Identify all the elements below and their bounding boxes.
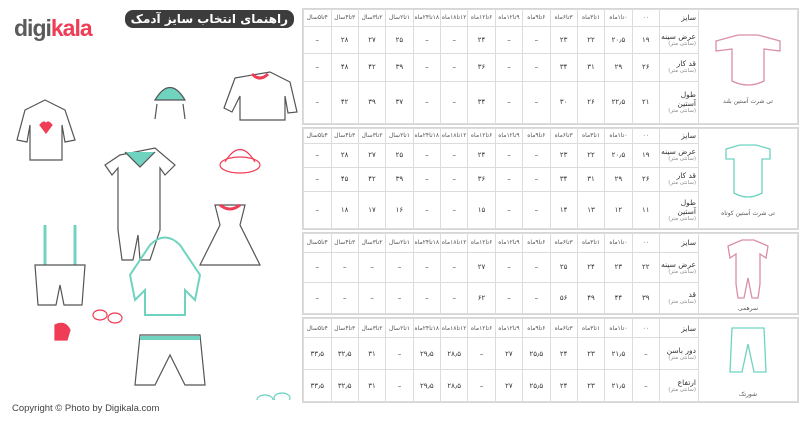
table-cell: –: [413, 54, 440, 81]
table-cell: –: [523, 283, 550, 314]
column-header: ۱۲تا۱۸ماه: [441, 10, 468, 27]
table-cell: ۱۶: [386, 191, 413, 228]
table-cell: –: [304, 191, 332, 228]
table-cell: –: [523, 54, 550, 81]
table-cell: ۳۴: [550, 54, 577, 81]
column-header: ۱تا۳ماه: [577, 10, 604, 27]
row-label-cell: [660, 81, 699, 124]
unit-note: (سانتی متر): [668, 386, 696, 393]
table-cell: ۲۱٫۵: [605, 338, 632, 370]
column-header: ۳تا۴سال: [331, 129, 358, 144]
table-cell: –: [468, 338, 495, 370]
table-cell: ۲۹: [605, 167, 632, 191]
jacket-icon: [224, 72, 297, 120]
table-cell: –: [523, 191, 550, 228]
table-cell: ۳۰: [550, 81, 577, 124]
column-header: ۶تا۹ماه: [523, 234, 550, 253]
column-header: ۴تا۵سال: [304, 319, 332, 338]
column-header: سایز: [660, 234, 699, 253]
table-cell: ۶۲: [468, 283, 495, 314]
table-cell: ۴۹: [577, 283, 604, 314]
table-cell: ۲۴: [468, 143, 495, 167]
garment-label: تی شرت آستین بلند: [723, 97, 773, 105]
unit-note: (سانتی متر): [668, 41, 696, 47]
table-cell: ۲۵: [386, 26, 413, 53]
column-header: ۶تا۱۲ماه: [468, 234, 495, 253]
table-cell: –: [413, 81, 440, 124]
table-cell: ۲۲: [577, 26, 604, 53]
table-cell: –: [441, 26, 468, 53]
table-cell: –: [304, 252, 332, 283]
table-cell: ۲۹٫۵: [413, 338, 440, 370]
table-cell: ۲۸٫۵: [441, 338, 468, 370]
table-cell: –: [523, 26, 550, 53]
table-cell: ۳۱: [358, 370, 385, 402]
column-header: ۱۸تا۲۴ماه: [413, 129, 440, 144]
column-header: ۲تا۳سال: [358, 10, 385, 27]
table-cell: –: [413, 252, 440, 283]
romper-icon: [708, 236, 788, 300]
table-cell: ۲۳: [550, 143, 577, 167]
table-cell: ۲۹٫۵: [413, 370, 440, 402]
column-header: ۰تا۱ماه: [605, 319, 632, 338]
table-cell: –: [495, 191, 522, 228]
table-cell: –: [441, 191, 468, 228]
table-cell: –: [441, 54, 468, 81]
table-cell: –: [331, 283, 358, 314]
column-header: ۲تا۳سال: [358, 129, 385, 144]
column-header: ۹تا۱۲ماه: [495, 129, 522, 144]
mitten-icon: [55, 323, 70, 340]
table-cell: ۲۴: [468, 26, 495, 53]
table-cell: –: [495, 167, 522, 191]
table-cell: ۲۷: [495, 370, 522, 402]
row-label-cell: [660, 26, 699, 53]
table-cell: –: [523, 167, 550, 191]
table-cell: –: [358, 283, 385, 314]
table-cell: –: [441, 143, 468, 167]
table-cell: ۲۱٫۵: [605, 370, 632, 402]
table-cell: ۲۳: [577, 370, 604, 402]
column-header: ۶تا۹ماه: [523, 319, 550, 338]
column-header: ۱۲تا۱۸ماه: [441, 319, 468, 338]
row-label: طول آستین: [677, 197, 696, 216]
garment-label: شورتک: [738, 391, 758, 398]
copyright-footer: Copyright © Photo by Digikala.com: [12, 403, 160, 414]
table-cell: –: [523, 252, 550, 283]
table-cell: –: [441, 81, 468, 124]
table-cell: –: [304, 54, 332, 81]
column-header: ۰۰: [632, 319, 659, 338]
table-cell: –: [495, 26, 522, 53]
column-header: سایز: [660, 319, 699, 338]
row-label-cell: [660, 283, 699, 314]
table-cell: ۳۹: [358, 81, 385, 124]
column-header: ۹تا۱۲ماه: [495, 234, 522, 253]
table-cell: –: [632, 338, 659, 370]
column-header: ۱تا۳ماه: [577, 234, 604, 253]
column-header: سایز: [660, 129, 699, 144]
table-cell: ۱۳: [577, 191, 604, 228]
column-header: ۰تا۱ماه: [605, 129, 632, 144]
table-cell: –: [386, 283, 413, 314]
table-cell: –: [441, 252, 468, 283]
table-cell: ۳۱: [577, 54, 604, 81]
row-label-cell: [660, 54, 699, 81]
table-cell: ۲۴: [550, 338, 577, 370]
table-cell: ۳۹: [632, 283, 659, 314]
table-cell: ۳۳٫۵: [304, 338, 332, 370]
table-cell: –: [413, 283, 440, 314]
row-label-cell: [660, 370, 699, 402]
column-header: ۱۲تا۱۸ماه: [441, 129, 468, 144]
table-cell: –: [495, 81, 522, 124]
garment-cell: [699, 129, 798, 229]
column-header: ۰۰: [632, 129, 659, 144]
table-cell: ۲۴: [550, 370, 577, 402]
table-cell: –: [304, 143, 332, 167]
shoes-icon: [257, 393, 290, 400]
table-cell: ۳۲٫۵: [331, 338, 358, 370]
table-cell: –: [304, 81, 332, 124]
booties-icon: [93, 310, 122, 323]
column-header: ۹تا۱۲ماه: [495, 10, 522, 27]
garment-cell: [699, 10, 798, 124]
column-header: ۱تا۳ماه: [577, 319, 604, 338]
size-table-short-sleeve-tshirt: [302, 127, 799, 230]
overalls-icon: [35, 225, 85, 305]
column-header: ۱تا۳ماه: [577, 129, 604, 144]
table-cell: ۲۴: [577, 252, 604, 283]
table-cell: ۲۲٫۵: [605, 81, 632, 124]
column-header: ۶تا۹ماه: [523, 10, 550, 27]
table-cell: ۳۷: [386, 81, 413, 124]
table-cell: ۲۸٫۵: [441, 370, 468, 402]
header-row: [304, 319, 798, 338]
column-header: ۶تا۱۲ماه: [468, 129, 495, 144]
table-cell: ۳۴: [468, 81, 495, 124]
column-header: ۱۲تا۱۸ماه: [441, 234, 468, 253]
hat-icon: [155, 88, 185, 120]
row-label: دور باسن: [666, 345, 696, 355]
table-cell: –: [495, 143, 522, 167]
table-cell: ۲۵: [550, 252, 577, 283]
logo-text-digi: digi: [14, 15, 51, 41]
table-cell: –: [468, 370, 495, 402]
table-cell: ۲۸: [331, 143, 358, 167]
column-header: ۴تا۵سال: [304, 234, 332, 253]
sun-hat-icon: [220, 150, 260, 174]
row-label-cell: [660, 143, 699, 167]
column-header: ۶تا۱۲ماه: [468, 319, 495, 338]
table-cell: –: [304, 26, 332, 53]
table-cell: ۲۹: [605, 54, 632, 81]
table-cell: ۲۰٫۵: [605, 143, 632, 167]
table-cell: ۲۶: [632, 54, 659, 81]
logo-text-kala: kala: [50, 15, 92, 41]
table-cell: ۲۳: [605, 252, 632, 283]
table-cell: –: [495, 54, 522, 81]
size-table-long-sleeve-tshirt: [302, 8, 799, 125]
table-cell: ۳۱: [358, 338, 385, 370]
column-header: ۳تا۴سال: [331, 319, 358, 338]
table-cell: ۳۳٫۵: [304, 370, 332, 402]
shorts-icon: [708, 322, 788, 386]
digikala-logo[interactable]: [14, 15, 92, 42]
table-cell: ۴۲: [358, 167, 385, 191]
table-cell: –: [495, 283, 522, 314]
column-header: ۶تا۹ماه: [523, 129, 550, 144]
table-cell: ۲۷: [495, 338, 522, 370]
column-header: ۲تا۳سال: [358, 319, 385, 338]
table-cell: ۲۰٫۵: [605, 26, 632, 53]
table-cell: –: [386, 338, 413, 370]
table-cell: –: [386, 252, 413, 283]
table-cell: ۲۷: [358, 26, 385, 53]
page-title: راهنمای انتخاب سایز آدمک: [125, 10, 294, 28]
table-cell: ۱۲: [605, 191, 632, 228]
column-header: سایز: [660, 10, 699, 27]
column-header: ۱۸تا۲۴ماه: [413, 234, 440, 253]
table-cell: –: [304, 167, 332, 191]
column-header: ۱تا۲سال: [386, 129, 413, 144]
table-cell: –: [304, 283, 332, 314]
table-cell: ۲۳: [577, 338, 604, 370]
table-cell: ۲۷: [358, 143, 385, 167]
header-row: [304, 234, 798, 253]
table-cell: ۲۷: [468, 252, 495, 283]
table-cell: –: [441, 167, 468, 191]
column-header: ۳تا۶ماه: [550, 319, 577, 338]
header-row: [304, 129, 798, 144]
row-label: قد کار: [676, 59, 696, 69]
column-header: ۱۸تا۲۴ماه: [413, 10, 440, 27]
unit-note: (سانتی متر): [668, 268, 696, 275]
table-cell: –: [331, 252, 358, 283]
unit-note: (سانتی متر): [668, 156, 696, 163]
table-cell: –: [632, 370, 659, 402]
table-cell: ۲۱: [632, 81, 659, 124]
table-cell: ۳۴: [550, 167, 577, 191]
long-sleeve-tshirt-icon: [708, 29, 788, 93]
table-cell: ۲۸: [331, 26, 358, 53]
table-cell: ۲۳: [550, 26, 577, 53]
table-cell: ۲۲: [577, 143, 604, 167]
size-table-romper: [302, 232, 799, 315]
size-table-shorts: [302, 317, 799, 403]
column-header: ۰تا۱ماه: [605, 234, 632, 253]
table-cell: –: [413, 167, 440, 191]
table-cell: –: [495, 252, 522, 283]
pants-icon: [135, 335, 205, 385]
row-label: عرض سینه: [661, 147, 696, 157]
baby-clothes-illustration: [0, 50, 300, 400]
table-cell: –: [386, 370, 413, 402]
table-cell: ۴۸: [331, 54, 358, 81]
table-cell: –: [413, 191, 440, 228]
unit-note: (سانتی متر): [668, 107, 696, 114]
row-label: عرض سینه: [661, 32, 696, 41]
table-cell: ۲۶: [632, 167, 659, 191]
table-cell: –: [413, 143, 440, 167]
sailor-romper-icon: [105, 148, 175, 260]
column-header: ۹تا۱۲ماه: [495, 319, 522, 338]
table-cell: ۱۴: [550, 191, 577, 228]
column-header: ۱تا۲سال: [386, 10, 413, 27]
garment-cell: [699, 319, 798, 402]
column-header: ۰تا۱ماه: [605, 10, 632, 27]
table-cell: ۱۸: [331, 191, 358, 228]
table-cell: –: [441, 283, 468, 314]
row-label-cell: [660, 167, 699, 191]
table-cell: ۱۵: [468, 191, 495, 228]
table-cell: ۴۲: [331, 81, 358, 124]
table-cell: ۲۵: [386, 143, 413, 167]
table-cell: ۱۷: [358, 191, 385, 228]
row-label-cell: [660, 191, 699, 228]
table-cell: ۳۱: [577, 167, 604, 191]
unit-note: (سانتی متر): [668, 68, 696, 75]
column-header: ۳تا۴سال: [331, 234, 358, 253]
table-cell: –: [523, 81, 550, 124]
table-cell: ۲۵٫۵: [523, 370, 550, 402]
table-cell: ۳۶: [468, 167, 495, 191]
table-cell: ۵۶: [550, 283, 577, 314]
table-cell: ۴۵: [331, 167, 358, 191]
garment-cell: [699, 234, 798, 314]
table-cell: ۳۶: [468, 54, 495, 81]
dress-icon: [200, 205, 260, 265]
row-label: ارتفاع: [677, 377, 696, 387]
table-cell: ۴۲: [358, 54, 385, 81]
table-cell: ۱۹: [632, 143, 659, 167]
table-cell: ۳۹: [386, 54, 413, 81]
table-cell: ۲۶: [577, 81, 604, 124]
garment-label: تی شرت آستین کوتاه: [721, 209, 775, 217]
table-cell: ۳۹: [386, 167, 413, 191]
table-cell: ۱۹: [632, 26, 659, 53]
column-header: ۰۰: [632, 234, 659, 253]
column-header: ۰۰: [632, 10, 659, 27]
table-cell: –: [413, 26, 440, 53]
table-cell: ۱۱: [632, 191, 659, 228]
row-label: قد: [688, 290, 696, 300]
column-header: ۳تا۶ماه: [550, 10, 577, 27]
table-cell: ۴۴: [605, 283, 632, 314]
table-cell: ۳۲٫۵: [331, 370, 358, 402]
table-cell: ۲۵٫۵: [523, 338, 550, 370]
unit-note: (سانتی متر): [668, 354, 696, 361]
sweater-heart-icon: [17, 100, 75, 160]
row-label: عرض سینه: [661, 259, 696, 269]
table-cell: –: [358, 252, 385, 283]
column-header: ۳تا۴سال: [331, 10, 358, 27]
unit-note: (سانتی متر): [668, 299, 696, 306]
column-header: ۳تا۶ماه: [550, 129, 577, 144]
column-header: ۴تا۵سال: [304, 10, 332, 27]
column-header: ۶تا۱۲ماه: [468, 10, 495, 27]
column-header: ۱تا۲سال: [386, 319, 413, 338]
unit-note: (سانتی متر): [668, 180, 696, 187]
unit-note: (سانتی متر): [668, 215, 696, 222]
row-label: طول آستین: [677, 89, 696, 108]
column-header: ۳تا۶ماه: [550, 234, 577, 253]
column-header: ۲تا۳سال: [358, 234, 385, 253]
row-label-cell: [660, 338, 699, 370]
column-header: ۴تا۵سال: [304, 129, 332, 144]
table-cell: ۲۲: [632, 252, 659, 283]
table-cell: –: [523, 143, 550, 167]
column-header: ۱تا۲سال: [386, 234, 413, 253]
short-sleeve-tshirt-icon: [708, 141, 788, 205]
hoodie-icon: [130, 238, 200, 316]
column-header: ۱۸تا۲۴ماه: [413, 319, 440, 338]
row-label-cell: [660, 252, 699, 283]
garment-label: سرهمی: [738, 304, 758, 312]
header-row: [304, 10, 798, 27]
row-label: قد کار: [676, 171, 696, 181]
